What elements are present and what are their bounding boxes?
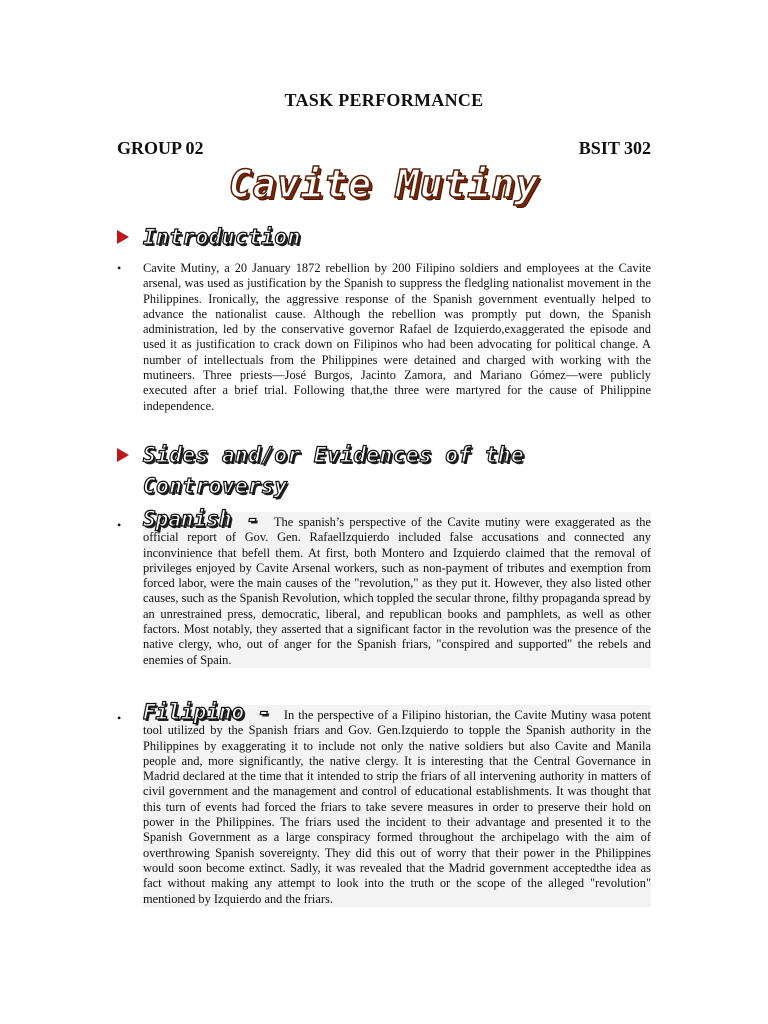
spanish-label: Spanish	[143, 507, 232, 531]
filipino-paragraph	[143, 700, 651, 907]
main-title: Cavite Mutiny	[228, 162, 540, 206]
filipino-bullet	[117, 700, 651, 919]
sides-heading-line1: Sides and/or Evidences of the	[143, 443, 525, 467]
bullet-dot: •	[117, 518, 122, 532]
sides-heading	[117, 440, 524, 502]
introduction-heading	[117, 222, 301, 253]
spanish-bullet	[117, 507, 651, 680]
bullet-dot: •	[117, 261, 122, 275]
spanish-body: The spanish’s perspective of the Cavite mutiny were exaggerated as the official report of Gov. Gen. RafaelIzquierdo included false accusations and connected any inconvinience that befell them. At first, both Montero and Izquierdo claimed that the removal of privileges enjoyed by Cavite Arsenal workers, such as non-payment of tributes and exemption from forced labor, were the main causes of the "revolution," as they put it. However, they also listed other causes, such as the Spanish Revolution, which toppled the secular throne, filthy propaganda spread by an unrestrained press, democratic, liberal, and republican books and pamphlets, as well as other factors. Most notably, they asserted that a significant factor in the revolution was the presence of the native clergy, who, out of anger for the Spanish friars, "conspired and supported" the rebels and enemies of Spain.	[143, 515, 651, 667]
arrow-bullet-icon	[117, 230, 129, 244]
spanish-dash: -	[231, 507, 274, 531]
filipino-label: Filipino	[143, 700, 245, 724]
filipino-body: In the perspective of a Filipino historian, the Cavite Mutiny wasa potent tool utilized by the Spanish friars and Gov. Gen.Izquierdo to topple the Spanish authority in the Philippines by exaggerating it to include not only the native soldiers but also Cavite and Manila people and, more significantly, the native clergy. It is interesting that the Central Governance in Madrid declared at the time that it intended to strip the friars of all intervening authority in matters of civil government and the management and control of educational establishments. It was thought that this turn of events had forced the friars to take severe measures in order to preserve their hold on power in the Philippines. The friars used the incident to their advantage and presented it to the Spanish Government as a large conspiracy formed throughout the archipelago with the aim of overthrowing Spanish sovereignty. They did this out of worry that their power in the Philippines would soon become extinct. Sadly, it was revealed that the Madrid government acceptedthe idea as fact without making any attempt to look into the truth or the scope of the alleged "revolution" mentioned by Izquierdo and the friars.	[143, 708, 651, 906]
sides-heading-line2: Controversy	[143, 474, 288, 498]
spanish-paragraph	[143, 507, 651, 668]
bullet-dot: •	[117, 711, 122, 725]
arrow-bullet-icon	[117, 448, 129, 462]
filipino-dash: -	[244, 700, 284, 724]
group-row	[117, 138, 651, 159]
introduction-bullet	[117, 261, 651, 426]
introduction-heading-text: Introduction	[143, 225, 301, 249]
introduction-paragraph: Cavite Mutiny, a 20 January 1872 rebellion by 200 Filipino soldiers and employees at the Cavite arsenal, was used as justification by the Spanish to suppress the fledgling nationalist movement in the Philippines. Ironically, the aggressive response of the Spanish government eventually helped to advance the nationalist cause. Although the rebellion was promptly put down, the Spanish administration, led by the conservative governor Rafael de Izquierdo,exaggerated the episode and used it as justification to crack down on Filipinos who had been advocating for political change. A number of intellectuals from the Philippines were detained and charged with working with the mutineers. Three priests—José Burgos, Jacinto Zamora, and Mariano Gómez—were publicly executed after a brief trial. Following that,the three were martyred for the cause of Philippine independence.	[143, 261, 651, 413]
section-label: BSIT 302	[578, 138, 651, 158]
group-label: GROUP 02	[117, 138, 204, 158]
sides-heading-text	[143, 440, 524, 502]
task-title: TASK PERFORMANCE	[284, 90, 484, 110]
